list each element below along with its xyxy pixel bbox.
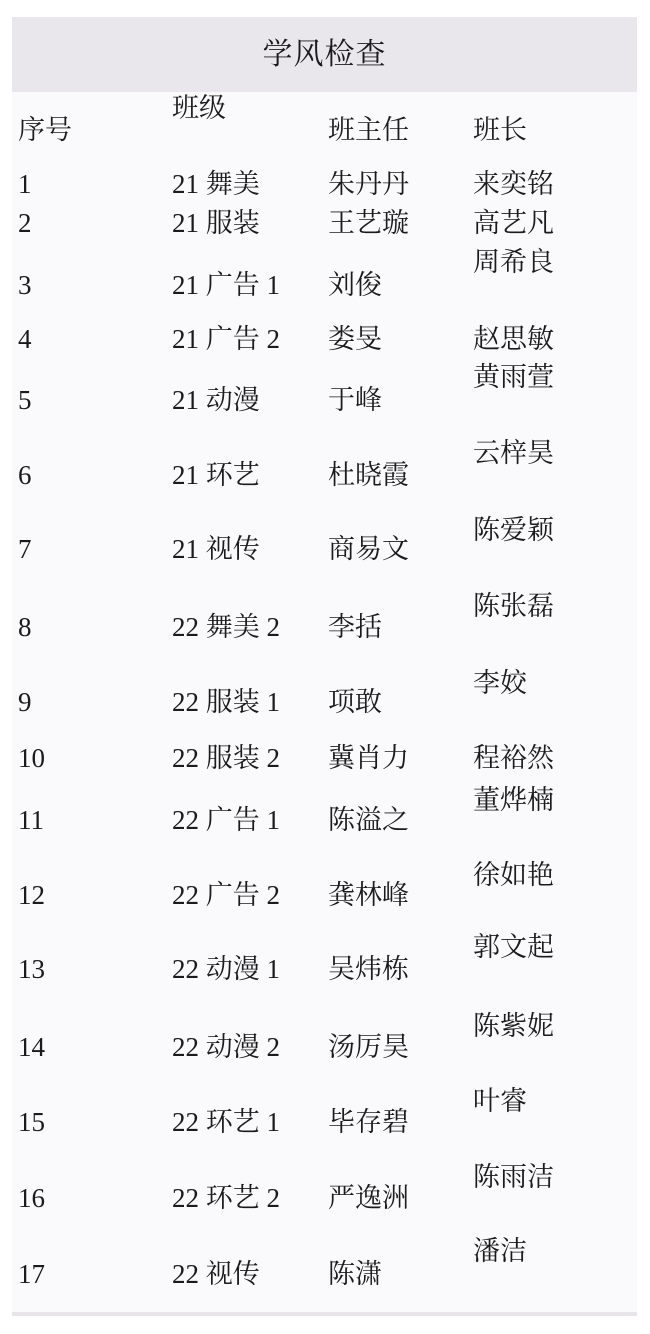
class-name: 21 广告 2 — [172, 324, 280, 354]
class-name: 21 动漫 — [172, 385, 260, 415]
class-name: 21 视传 — [172, 534, 260, 564]
class-name: 22 环艺 1 — [172, 1107, 280, 1137]
monitor-name: 陈紫妮 — [473, 1011, 554, 1041]
class-name: 22 环艺 2 — [172, 1183, 280, 1213]
teacher-name: 项敢 — [328, 687, 382, 717]
teacher-name: 杜晓霞 — [328, 460, 409, 490]
monitor-name: 陈爱颖 — [473, 515, 554, 545]
monitor-name: 云梓昊 — [473, 438, 554, 468]
teacher-name: 冀肖力 — [328, 743, 409, 773]
teacher-name: 毕存碧 — [328, 1107, 409, 1137]
teacher-name: 娄旻 — [328, 324, 382, 354]
row-number: 2 — [18, 208, 32, 238]
monitor-name: 叶睿 — [473, 1086, 527, 1116]
teacher-name: 陈潇 — [328, 1259, 382, 1289]
row-number: 9 — [18, 687, 32, 717]
row-number: 6 — [18, 460, 32, 490]
monitor-name: 徐如艳 — [473, 860, 554, 890]
column-header-no: 序号 — [18, 115, 72, 145]
monitor-name: 黄雨萱 — [473, 362, 554, 392]
column-header-monitor: 班长 — [473, 115, 527, 145]
monitor-name: 赵思敏 — [473, 324, 554, 354]
row-number: 11 — [18, 805, 44, 835]
monitor-name: 潘洁 — [473, 1236, 527, 1266]
monitor-name: 程裕然 — [473, 743, 554, 773]
row-number: 3 — [18, 270, 32, 300]
class-name: 22 广告 2 — [172, 880, 280, 910]
page-title: 学风检查 — [262, 38, 387, 71]
row-number: 17 — [18, 1259, 45, 1289]
teacher-name: 龚林峰 — [328, 880, 409, 910]
monitor-name: 周希良 — [473, 247, 554, 277]
teacher-name: 王艺璇 — [328, 208, 409, 238]
teacher-name: 吴炜栋 — [328, 954, 409, 984]
row-number: 13 — [18, 954, 45, 984]
class-name: 22 动漫 2 — [172, 1032, 280, 1062]
class-name: 21 舞美 — [172, 169, 260, 199]
class-name: 22 舞美 2 — [172, 612, 280, 642]
row-number: 4 — [18, 324, 32, 354]
teacher-name: 陈溢之 — [328, 805, 409, 835]
row-number: 1 — [18, 169, 32, 199]
teacher-name: 汤厉昊 — [328, 1032, 409, 1062]
row-number: 5 — [18, 385, 32, 415]
column-header-class: 班级 — [172, 93, 226, 123]
teacher-name: 朱丹丹 — [328, 169, 409, 199]
row-number: 8 — [18, 612, 32, 642]
teacher-name: 商易文 — [328, 534, 409, 564]
class-name: 22 服装 1 — [172, 687, 280, 717]
title-bar — [12, 17, 637, 92]
row-number: 12 — [18, 880, 45, 910]
monitor-name: 董烨楠 — [473, 785, 554, 815]
table-bottom-divider — [12, 1312, 637, 1316]
teacher-name: 李括 — [328, 612, 382, 642]
class-name: 21 广告 1 — [172, 270, 280, 300]
teacher-name: 严逸洲 — [328, 1183, 409, 1213]
monitor-name: 郭文起 — [473, 932, 554, 962]
monitor-name: 来奕铭 — [473, 169, 554, 199]
class-name: 22 动漫 1 — [172, 954, 280, 984]
class-name: 22 视传 — [172, 1259, 260, 1289]
class-name: 21 服装 — [172, 208, 260, 238]
column-header-teacher: 班主任 — [328, 115, 409, 145]
class-name: 22 广告 1 — [172, 805, 280, 835]
monitor-name: 高艺凡 — [473, 208, 554, 238]
teacher-name: 于峰 — [328, 385, 382, 415]
monitor-name: 陈张磊 — [473, 591, 554, 621]
teacher-name: 刘俊 — [328, 270, 382, 300]
row-number: 10 — [18, 743, 45, 773]
class-name: 22 服装 2 — [172, 743, 280, 773]
monitor-name: 陈雨洁 — [473, 1162, 554, 1192]
monitor-name: 李姣 — [473, 668, 527, 698]
class-name: 21 环艺 — [172, 460, 260, 490]
row-number: 16 — [18, 1183, 45, 1213]
row-number: 14 — [18, 1032, 45, 1062]
row-number: 7 — [18, 534, 32, 564]
row-number: 15 — [18, 1107, 45, 1137]
